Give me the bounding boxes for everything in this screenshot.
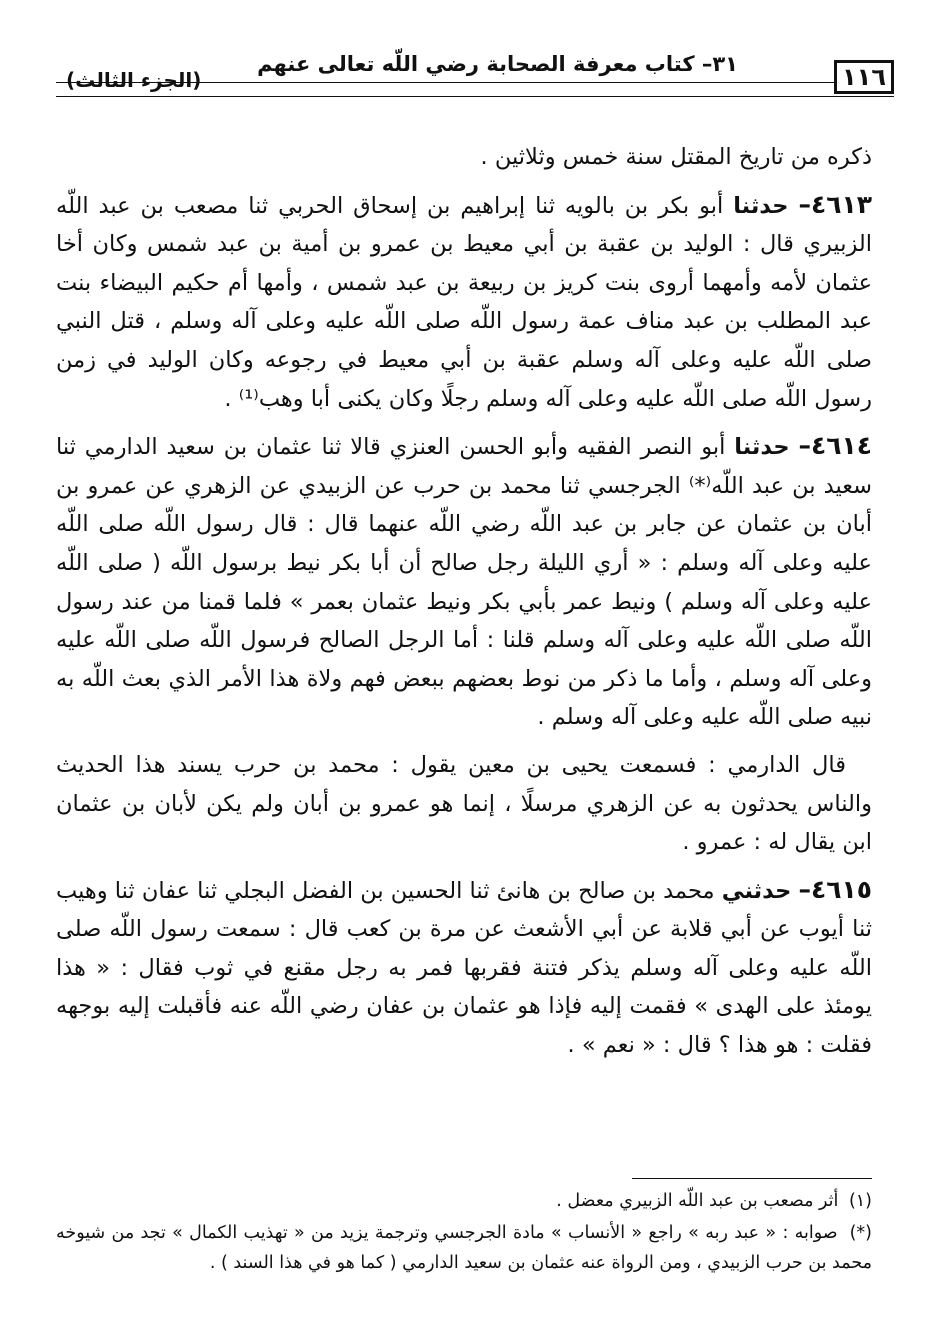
hadith-lead-word: حدثني [721,877,792,904]
paragraph-text: قال الدارمي : فسمعت يحيى بن معين يقول : محمد بن حرب يسند هذا الحديث والناس يحدثون به عن الزهري مرسلًا ، إنما هو عمرو بن أبان ولم يكن لأبان بن عثمان ابن يقال له : عمرو . [56,751,872,856]
hadith-4613 [56,186,872,419]
footnote-marker: (*) [849,1223,872,1243]
footnote-marker: (١) [848,1191,872,1211]
running-title: ٣١– كتاب معرفة الصحابة رضي اللّه تعالى عنهم [251,52,744,76]
hadith-number: ٤٦١٣– [798,189,872,219]
page-number: ١١٦ [834,60,894,94]
paragraph-text: ذكره من تاريخ المقتل سنة خمس وثلاثين . [480,144,872,170]
hadith-4615 [56,871,872,1065]
hadith-lead-word: حدثنا [733,192,789,219]
footnote-separator [632,1178,872,1179]
footnote-star [56,1218,872,1278]
hadith-text: محمد بن صالح بن هانئ ثنا الحسين بن الفضل البجلي ثنا عفان ثنا وهيب ثنا أيوب عن أبي قلابة عن أبي الأشعث عن مرة بن كعب قال : سمعت رسول اللّه صلى اللّه عليه وعلى آله وسلم يذكر فتنة فقربها فمر به رجل مقنع في ثوب فقال : « هذا يومئذ على الهدى » فقمت إليه فإذا هو عثمان بن عفان رضي اللّه عنه فأقبلت إليه بوجهه فقلت : هو هذا ؟ قال : « نعم » . [56,877,872,1059]
hadith-number: ٤٦١٤– [798,431,872,461]
hadith-number: ٤٦١٥– [798,874,873,904]
hadith-text: أبو بكر بن بالويه ثنا إبراهيم بن إسحاق الحربي ثنا مصعب بن عبد اللّه الزبيري قال : الوليد بن عقبة بن أبي معيط بن عمرو بن أمية بن عبد شمس وكان أخا عثمان لأمه وأمهما أروى بنت كريز بن ربيعة بن عبد شمس ، وأمها أم حكيم البيضاء بنت عبد المطلب بن عبد مناف عمة رسول اللّه صلى اللّه عليه وعلى آله وسلم ، قتل النبي صلى اللّه عليه وعلى آله وسلم عقبة بن أبي معيط في رجوعه وكان الوليد في زمن رسول اللّه صلى اللّه عليه وعلى آله وسلم رجلًا وكان يكنى أبا وهب⁽¹⁾ . [56,192,872,412]
volume-label: (الجزء الثالث) [66,68,202,92]
paragraph-intro [56,138,872,177]
hadith-4614 [56,427,872,737]
footnote-1 [56,1186,872,1216]
page-header [56,52,894,100]
footnote-text: أثر مصعب بن عبد اللّه الزبيري معضل . [556,1191,839,1211]
main-text [56,138,872,1074]
footnote-text: صوابه : « عبد ربه » راجع « الأنساب » مادة الجرجسي وترجمة يزيد من « تهذيب الكمال » تجد من شيوخه محمد بن حرب الزبيدي ، ومن الرواة عنه عثمان بن سعيد الدارمي ( كما هو في هذا السند ) . [56,1223,872,1273]
hadith-lead-word: حدثنا [734,434,790,461]
commentary-darimi [56,746,872,862]
hadith-text: أبو النصر الفقيه وأبو الحسن العنزي قالا ثنا عثمان بن سعيد الدارمي ثنا سعيد بن عبد اللّه⁽*⁾ الجرجسي ثنا محمد بن حرب عن الزبيدي عن الزهري عن عمرو بن أبان بن عثمان عن جابر بن عبد اللّه رضي اللّه عنهما قال : قال رسول اللّه صلى اللّه عليه وعلى آله وسلم : « أري الليلة رجل صالح أن أبا بكر نيط برسول اللّه ( صلى اللّه عليه وعلى آله وسلم ) ونيط عمر بأبي بكر ونيط عثمان بعمر » فلما قمنا من عند رسول اللّه صلى اللّه عليه وعلى آله وسلم قلنا : أما الرجل الصالح فرسول اللّه صلى اللّه عليه وعلى آله وسلم ، وأما ما ذكر من نوط بعضهم ببعض فهم ولاة هذا الأمر الذي بعث اللّه به نبيه صلى اللّه عليه وعلى آله وسلم . [56,434,872,731]
footnotes [56,1186,872,1280]
header-rule-bottom [56,96,894,97]
